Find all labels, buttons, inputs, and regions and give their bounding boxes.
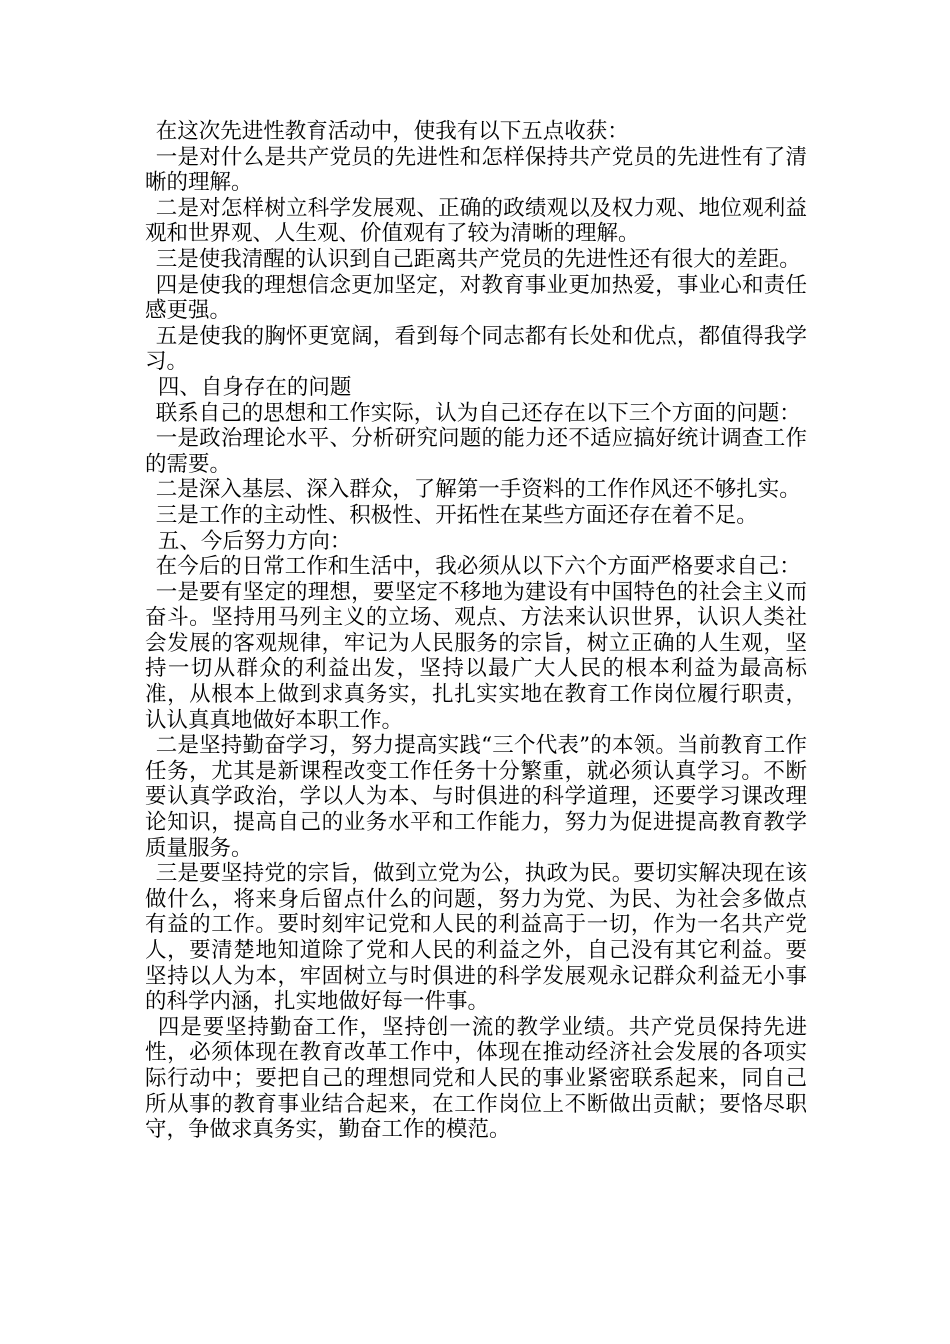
paragraph-gain-3: 三是使我清醒的认识到自己距离共产党员的先进性还有很大的差距。 — [155, 246, 801, 272]
paragraph-problems-intro: 联系自己的思想和工作实际，认为自己还存在以下三个方面的问题： — [155, 400, 801, 426]
paragraph-direction-2: 二是坚持勤奋学习，努力提高实践“三个代表”的本领。当前教育工作任务，尤其是新课程改变工作任务十分繁重，就必须认真学习。不断要认真学政治，学以人为本、与时俱进的科学道理，还要学习课改理论知识，提高自己的业务水平和工作能力，努力为促进提高教育教学质量服务。 — [145, 733, 807, 861]
section-heading-problems: 四、自身存在的问题 — [157, 374, 352, 400]
document-body — [145, 119, 807, 1143]
paragraph-problem-3: 三是工作的主动性、积极性、开拓性在某些方面还存在着不足。 — [155, 502, 758, 528]
paragraph-gain-4: 四是使我的理想信念更加坚定，对教育事业更加热爱，事业心和责任感更强。 — [145, 272, 807, 324]
paragraph-direction-1: 一是要有坚定的理想，要坚定不移地为建设有中国特色的社会主义而奋斗。坚持用马列主义的立场、观点、方法来认识世界，认识人类社会发展的客观规律，牢记为人民服务的宗旨，树立正确的人生观，坚持一切从群众的利益出发，坚持以最广大人民的根本利益为最高标准，从根本上做到求真务实，扎扎实实地在教育工作岗位履行职责，认认真真地做好本职工作。 — [145, 579, 807, 733]
section-heading-direction: 五、今后努力方向： — [157, 528, 352, 554]
paragraph-direction-3: 三是要坚持党的宗旨，做到立党为公，执政为民。要切实解决现在该做什么，将来身后留点什么的问题，努力为党、为民、为社会多做点有益的工作。要时刻牢记党和人民的利益高于一切，作为一名共产党人，要清楚地知道除了党和人民的利益之外，自己没有其它利益。要坚持以人为本，牢固树立与时俱进的科学发展观永记群众利益无小事的科学内涵，扎实地做好每一件事。 — [145, 861, 807, 1015]
paragraph-gain-5: 五是使我的胸怀更宽阔，看到每个同志都有长处和优点，都值得我学习。 — [145, 323, 807, 375]
paragraph-gain-1: 一是对什么是共产党员的先进性和怎样保持共产党员的先进性有了清晰的理解。 — [145, 144, 807, 196]
paragraph-gains-intro: 在这次先进性教育活动中，使我有以下五点收获： — [155, 119, 629, 144]
paragraph-gain-2: 二是对怎样树立科学发展观、正确的政绩观以及权力观、地位观利益观和世界观、人生观、价值观有了较为清晰的理解。 — [145, 195, 807, 247]
paragraph-problem-2: 二是深入基层、深入群众，了解第一手资料的工作作风还不够扎实。 — [155, 477, 801, 503]
paragraph-problem-1: 一是政治理论水平、分析研究问题的能力还不适应搞好统计调查工作的需要。 — [145, 426, 807, 477]
paragraph-direction-4: 四是要坚持勤奋工作，坚持创一流的教学业绩。共产党员保持先进性，必须体现在教育改革工作中，体现在推动经济社会发展的各项实际行动中；要把自己的理想同党和人民的事业紧密联系起来，同自己所从事的教育事业结合起来，在工作岗位上不断做出贡献；要恪尽职守，争做求真务实，勤奋工作的模范。 — [145, 1014, 807, 1143]
paragraph-direction-intro: 在今后的日常工作和生活中，我必须从以下六个方面严格要求自己： — [155, 554, 801, 580]
